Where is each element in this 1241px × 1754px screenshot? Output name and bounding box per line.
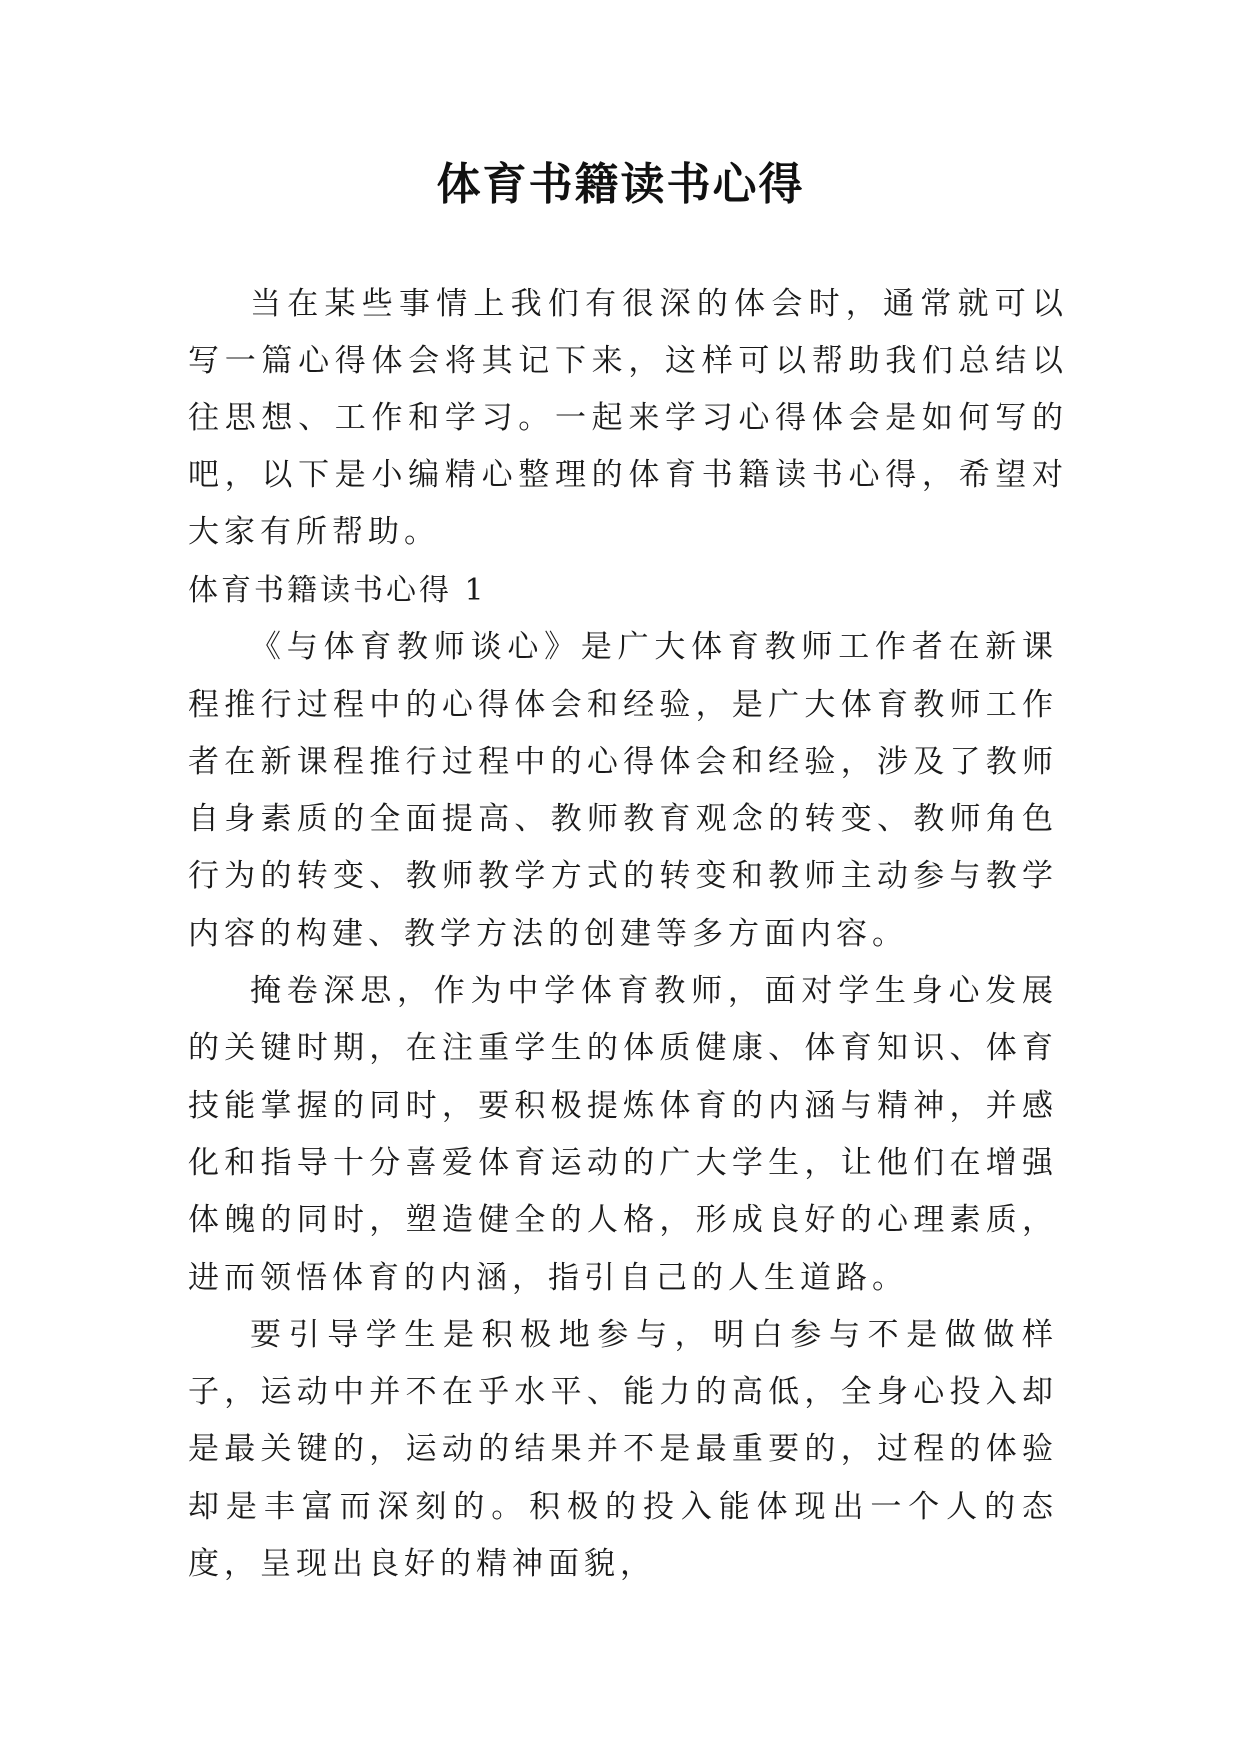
body-paragraph-2: 掩卷深思，作为中学体育教师，面对学生身心发展的关键时期，在注重学生的体质健康、体育知识、体育技能掌握的同时，要积极提炼体育的内涵与精神，并感化和指导十分喜爱体育运动的广大学生，让他们在增强体魄的同时，塑造健全的人格，形成良好的心理素质，进而领悟体育的内涵，指引自己的人生道路。	[188, 973, 1058, 1296]
body-paragraph-1: 《与体育教师谈心》是广大体育教师工作者在新课程推行过程中的心得体会和经验，是广大体育教师工作者在新课程推行过程中的心得体会和经验，涉及了教师自身素质的全面提高、教师教育观念的转变、教师角色行为的转变、教师教学方式的转变和教师主动参与教学内容的构建、教学方法的创建等多方面内容。	[188, 629, 1058, 952]
section-heading: 体育书籍读书心得 1	[188, 573, 487, 608]
document-title: 体育书籍读书心得	[436, 159, 805, 210]
content-block	[188, 562, 1058, 1593]
intro-paragraph: 当在某些事情上我们有很深的体会时，通常就可以写一篇心得体会将其记下来，这样可以帮助我们总结以往思想、工作和学习。一起来学习心得体会是如何写的吧，以下是小编精心整理的体育书籍读书心得，希望对大家有所帮助。	[188, 286, 1068, 550]
intro-block	[188, 276, 1068, 561]
body-paragraph-3: 要引导学生是积极地参与，明白参与不是做做样子，运动中并不在乎水平、能力的高低，全身心投入却是最关键的，运动的结果并不是最重要的，过程的体验却是丰富而深刻的。积极的投入能体现出一个人的态度，呈现出良好的精神面貌，	[188, 1316, 1058, 1583]
